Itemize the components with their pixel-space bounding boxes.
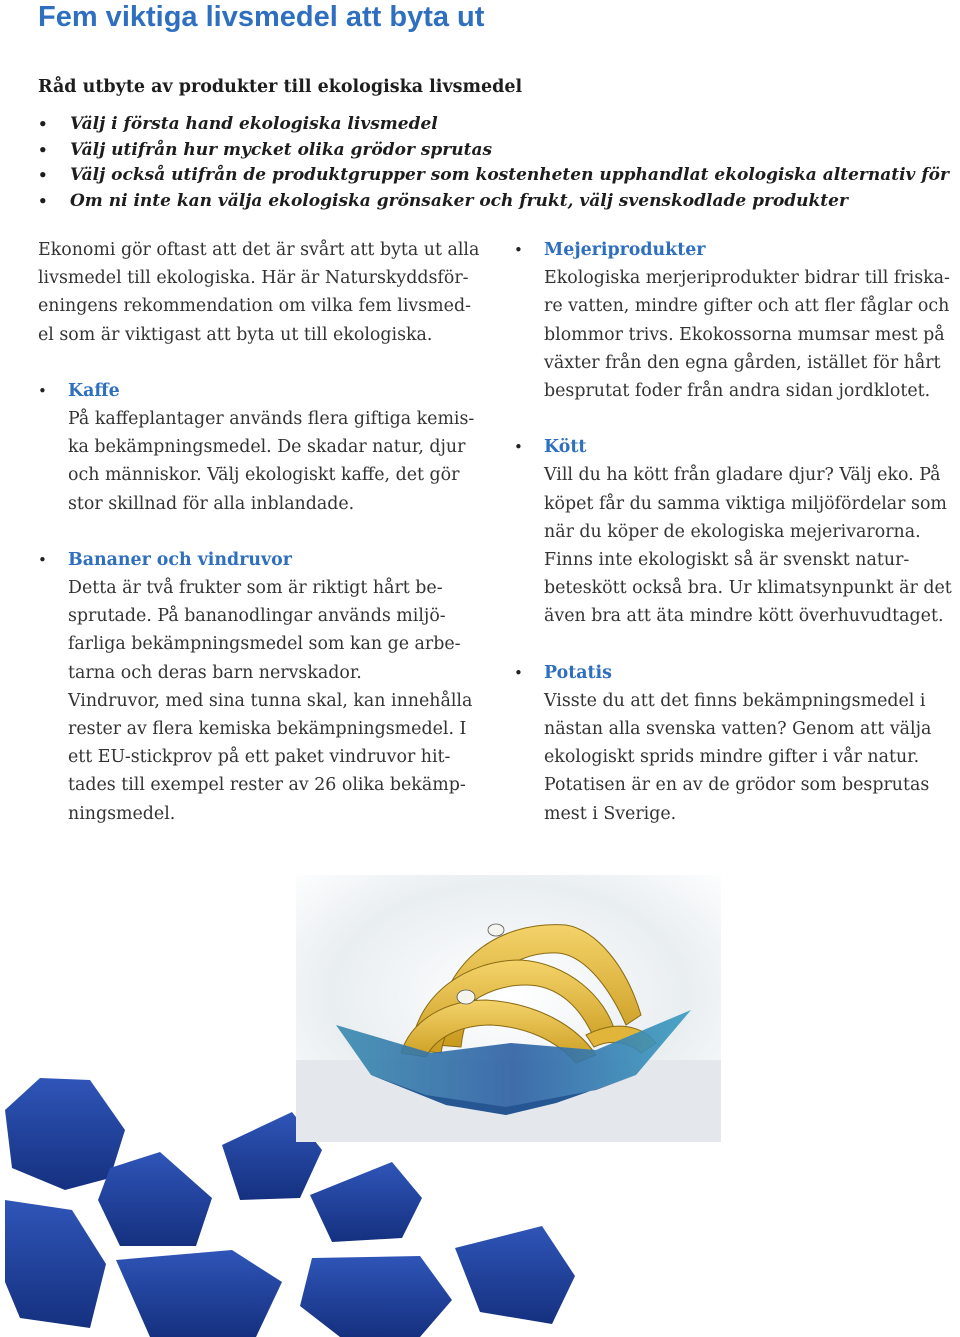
section-body: Detta är två frukter som är riktigt hårt be- sprutade. På bananodlingar används miljö- farliga bekämpningsmedel som kan ge arbe- tarna och deras barn nervskador. Vindruvor, med sina tunna skal, kan innehålla rester av flera kemiska bekämpningsmedel. I ett EU-stickprov på ett paket vindruvor hit- tades till exempel rester av 26 olika bekämp- ningsmedel. xyxy=(68,578,473,824)
advice-item xyxy=(38,163,953,189)
mosaic-tile xyxy=(5,1200,106,1328)
page-title: Fem viktiga livsmedel att byta ut xyxy=(38,1,485,33)
section-body: Vill du ha kött från gladare djur? Välj eko. På köpet får du samma viktiga miljöfördelar som när du köper de ekologiska mejerivarorna. Finns inte ekologiskt så är svenskt natur- beteskött också bra. Ur klimatsynpunkt är det även bra att äta mindre kött överhuvudtaget. xyxy=(544,465,952,627)
bullet-icon: • xyxy=(38,191,48,210)
bullet-icon: • xyxy=(38,166,48,184)
section-heading: Bananer och vindruvor xyxy=(68,549,292,570)
bullet-icon: • xyxy=(38,115,48,133)
section-bananer-och-vindruvor xyxy=(38,546,498,828)
advice-item xyxy=(38,189,953,215)
mosaic-tile xyxy=(455,1226,575,1324)
section-heading: Mejeriprodukter xyxy=(544,240,706,260)
intro-paragraph: Ekonomi gör oftast att det är svårt att byta ut alla livsmedel till ekologiska. Här är Naturskyddsför- eningens rekommendation om vilka fem livsmed- el som är viktigast att byta ut till ekologiska. xyxy=(38,240,480,345)
left-column xyxy=(38,236,498,856)
bullet-icon: • xyxy=(514,663,523,682)
advice-item-text: Om ni inte kan välja ekologiska grönsaker och frukt, välj svenskodlade produkter xyxy=(70,190,848,211)
advice-item xyxy=(38,138,953,164)
advice-list xyxy=(38,112,953,214)
advice-item xyxy=(38,112,953,138)
advice-item-text: Välj i första hand ekologiska livsmedel xyxy=(70,114,438,134)
mosaic-tile xyxy=(310,1162,422,1242)
advice-item-text: Välj utifrån hur mycket olika grödor sprutas xyxy=(70,139,493,160)
bananas-photo xyxy=(296,875,721,1142)
bullet-icon: • xyxy=(514,438,523,457)
section-kott xyxy=(514,433,954,630)
mosaic-tile xyxy=(300,1256,452,1337)
section-body: På kaffeplantager används flera giftiga kemis- ka bekämpningsmedel. De skadar natur, djur och människor. Välj ekologiskt kaffe, det gör stor skillnad för alla inblandade. xyxy=(68,409,475,514)
section-potatis xyxy=(514,659,954,828)
section-heading: Kött xyxy=(544,437,587,458)
section-body: Visste du att det finns bekämpningsmedel i nästan alla svenska vatten? Genom att välja ekologiskt sprids mindre gifter i vår natur. Potatisen är en av de grödor som besprutas mest i Sverige. xyxy=(544,690,932,824)
advice-item-text: Välj också utifrån de produktgrupper som kostenheten upphandlat ekologiska alternativ för xyxy=(70,165,949,185)
advice-heading: Råd utbyte av produkter till ekologiska livsmedel xyxy=(38,77,523,97)
section-heading: Potatis xyxy=(544,662,612,683)
bullet-icon: • xyxy=(38,381,47,400)
bullet-icon: • xyxy=(38,140,48,159)
section-heading: Kaffe xyxy=(68,380,120,401)
section-mejeriprodukter xyxy=(514,236,954,405)
section-kaffe xyxy=(38,377,498,518)
mosaic-tile xyxy=(116,1250,282,1337)
bullet-icon: • xyxy=(514,241,523,259)
mosaic-tile xyxy=(98,1152,212,1246)
bullet-icon: • xyxy=(38,550,47,569)
mosaic-tile xyxy=(5,1078,125,1190)
right-column xyxy=(514,236,954,856)
section-body: Ekologiska merjeriprodukter bidrar till friska- re vatten, mindre gifter och att fler fåglar och blommor trivs. Ekokossorna mumsar mest på växter från den egna gården, istället för hårt besprutat foder från andra sidan jordklotet. xyxy=(544,268,950,402)
